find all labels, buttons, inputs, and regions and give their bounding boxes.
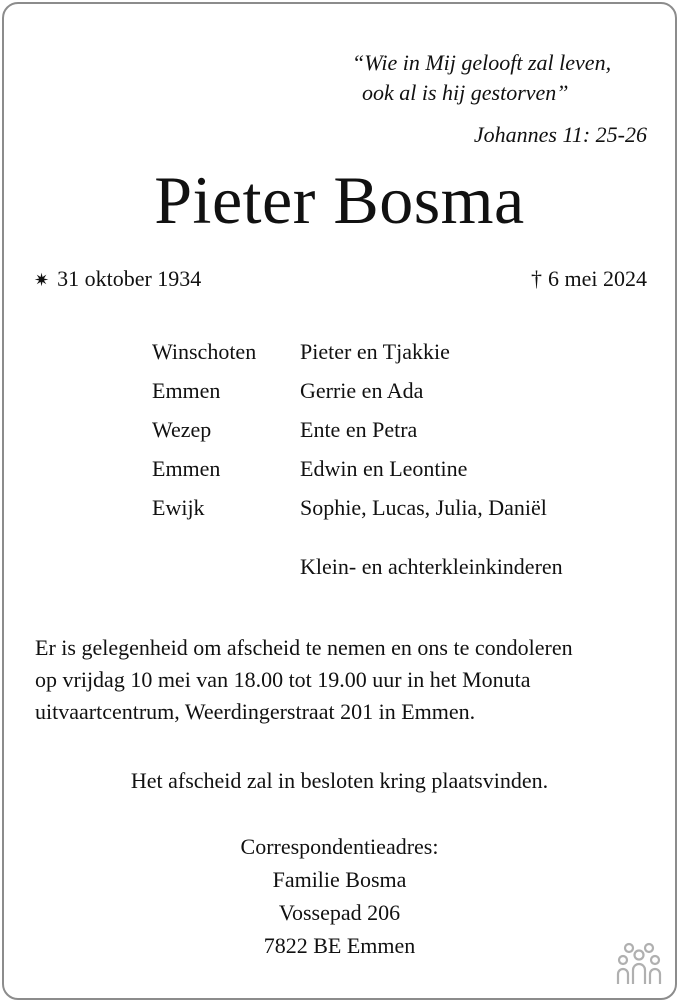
family-place: Wezep xyxy=(152,417,212,442)
birth-star-icon: ✷ xyxy=(34,270,50,290)
family-row xyxy=(152,371,547,410)
death-cross-icon: † xyxy=(531,266,542,291)
quote-line-1: “Wie in Mij gelooft zal leven, xyxy=(352,50,612,75)
family-names: Pieter en Tjakkie xyxy=(300,339,450,364)
family-place: Ewijk xyxy=(152,495,205,520)
bible-quote xyxy=(352,48,611,108)
quote-reference: Johannes 11: 25-26 xyxy=(473,122,647,147)
quote-line-2: ook al is hij gestorven” xyxy=(362,80,569,105)
family-list xyxy=(152,332,547,527)
condolence-line-2: op vrijdag 10 mei van 18.00 tot 19.00 uur in het Monuta xyxy=(35,667,531,692)
family-row xyxy=(152,449,547,488)
family-row xyxy=(152,488,547,527)
family-names: Sophie, Lucas, Julia, Daniël xyxy=(300,495,547,520)
condolence-text xyxy=(35,632,655,728)
family-place: Emmen xyxy=(152,378,221,403)
farewell-text: Het afscheid zal in besloten kring plaatsvinden. xyxy=(130,768,549,793)
condolence-line-3: uitvaartcentrum, Weerdingerstraat 201 in Emmen. xyxy=(35,699,476,724)
grandchildren-line: Klein- en achterkleinkinderen xyxy=(300,554,563,579)
condolence-line-1: Er is gelegenheid om afscheid te nemen en ons te condoleren xyxy=(35,635,573,660)
birth-date: 31 oktober 1934 xyxy=(57,266,202,291)
deceased-name: Pieter Bosma xyxy=(154,162,525,238)
birth-date-line xyxy=(34,264,201,295)
family-row xyxy=(152,410,547,449)
correspondence-address xyxy=(4,830,675,962)
address-label: Correspondentieadres: xyxy=(240,834,439,859)
family-place: Emmen xyxy=(152,456,221,481)
family-names: Gerrie en Ada xyxy=(300,378,424,403)
address-street: Vossepad 206 xyxy=(278,900,401,925)
obituary-card xyxy=(2,2,677,1000)
family-place: Winschoten xyxy=(152,339,257,364)
address-city: 7822 BE Emmen xyxy=(263,933,416,958)
family-names: Ente en Petra xyxy=(300,417,418,442)
address-name: Familie Bosma xyxy=(272,867,407,892)
people-group-icon xyxy=(615,942,663,986)
family-names: Edwin en Leontine xyxy=(300,456,468,481)
death-date-line xyxy=(531,264,647,294)
family-row xyxy=(152,332,547,371)
death-date: 6 mei 2024 xyxy=(548,266,647,291)
